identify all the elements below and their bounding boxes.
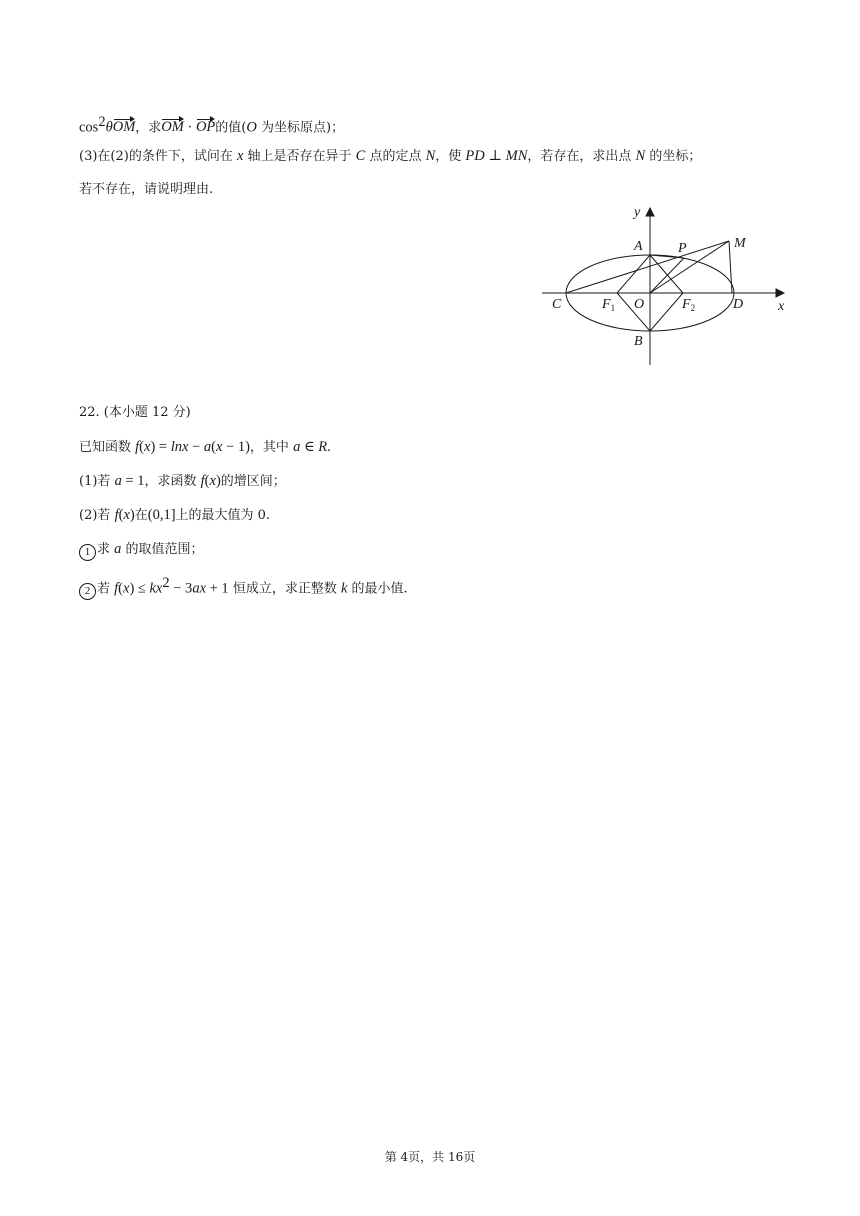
q22-sub-2: 2 若 $f(x) \le kx^2 - 3ax + 1$ 恒成立，求正整数 k 的最小值. xyxy=(79,574,408,600)
q21-part-3-cont: 若不存在，请说明理由. xyxy=(79,182,214,197)
q22-part-1: (1)若 a = 1，求函数 f(x)的增区间； xyxy=(79,473,286,489)
line-MD xyxy=(729,241,732,293)
label-x: x xyxy=(778,299,785,314)
y-axis-arrow xyxy=(646,208,654,216)
q22-stem: 已知函数 f(x) = lnx − a(x − 1)，其中 a ∈ R. xyxy=(79,439,331,455)
q22-sub-1: 1 求 a 的取值范围； xyxy=(79,540,204,561)
label-y: y xyxy=(634,205,641,220)
q22-part-2: (2)若 f(x)在(0,1]上的最大值为 0. xyxy=(79,507,271,523)
q21-part-3: (3)在(2)的条件下，试问在 x 轴上是否存在异于 C 点的定点 N，使 PD ⊥ MN，若存在，求出点 N 的坐标； xyxy=(79,148,702,164)
label-M: M xyxy=(734,236,746,251)
q21-line-1: $\cos^2\theta OM$，求OM · OP的值(O 为坐标原点)； xyxy=(79,114,345,136)
label-F2: $F_2$ xyxy=(682,297,696,313)
q21-l1-tail: ，求 xyxy=(135,120,162,136)
label-O: O xyxy=(634,297,645,312)
label-B: B xyxy=(634,334,643,349)
label-P: P xyxy=(678,241,687,256)
circled-number-2: 2 xyxy=(79,583,96,600)
x-axis-arrow xyxy=(776,289,784,297)
page-footer: 第 4页，共 16页 xyxy=(384,1150,476,1164)
line-CM xyxy=(566,241,729,293)
ellipse-figure xyxy=(540,200,800,370)
circled-number-1: 1 xyxy=(79,544,96,561)
label-F1: $F_1$ xyxy=(602,297,616,313)
label-C: C xyxy=(552,297,562,312)
label-D: D xyxy=(733,297,744,312)
line-OM xyxy=(650,241,729,293)
label-A: A xyxy=(634,239,643,254)
q22-header: 22. (本小题 12 分) xyxy=(79,405,191,420)
